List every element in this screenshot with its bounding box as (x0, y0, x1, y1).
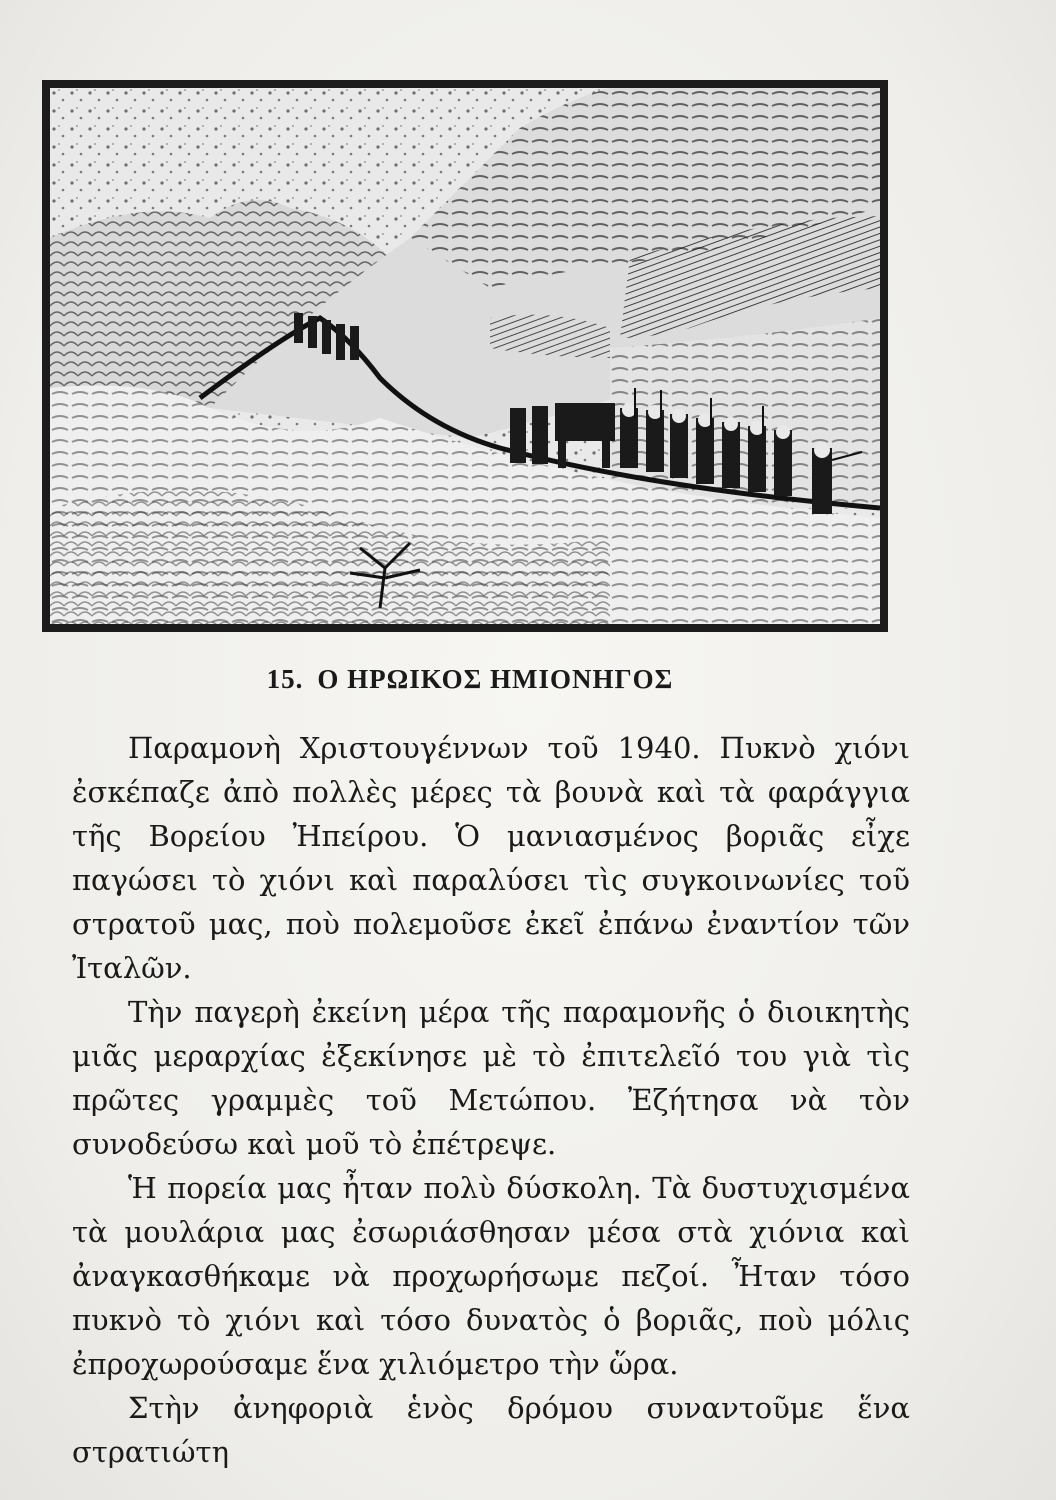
illustration-frame (42, 80, 888, 632)
paragraph: Τὴν παγερὴ ἐκείνη μέρα τῆς παραμονῆς ὁ διοικητὴς μιᾶς μεραρχίας ἐξεκίνησε μὲ τὸ ἐπιτελεῖό του γιὰ τὶς πρῶτες γραμμὲς τοῦ Μετώπου. Ἐζήτησα νὰ τὸν συνοδεύσω καὶ μοῦ τὸ ἐπέτρεψε. (72, 995, 910, 1161)
chapter-title: Ο ΗΡΩΙΚΟΣ ΗΜΙΟΝΗΓΟΣ (317, 664, 674, 694)
paragraph: Στὴν ἀνηφοριὰ ἑνὸς δρόμου συναντοῦμε ἕνα στρατιώτη (72, 1391, 910, 1469)
paragraph: Ἡ πορεία μας ἦταν πολὺ δύσκολη. Τὰ δυστυχισμένα τὰ μουλάρια μας ἐσωριάσθησαν μέσα στὰ χιόνια καὶ ἀναγκασθήκαμε νὰ προχωρήσωμε πεζοί. Ἦταν τόσο πυκνὸ τὸ χιόνι καὶ τόσο δυνατὸς ὁ βοριᾶς, ποὺ μόλις ἐπροχωρούσαμε ἕνα χιλιόμετρο τὴν ὥρα. (72, 1171, 910, 1381)
paragraph: Παραμονὴ Χριστουγέννων τοῦ 1940. Πυκνὸ χιόνι ἐσκέπαζε ἀπὸ πολλὲς μέρες τὰ βουνὰ καὶ τὰ φαράγγια τῆς Βορείου Ἠπείρου. Ὁ μανιασμένος βοριᾶς εἶχε παγώσει τὸ χιόνι καὶ παραλύσει τὶς συγκοινωνίες τοῦ στρατοῦ μας, ποὺ πολεμοῦσε ἐκεῖ ἐπάνω ἐναντίον τῶν Ἰταλῶν. (72, 731, 910, 985)
chapter-heading (0, 664, 940, 695)
body-text (72, 726, 910, 1474)
snowy-mountain-march-engraving (50, 88, 880, 624)
chapter-number: 15. (266, 664, 304, 694)
